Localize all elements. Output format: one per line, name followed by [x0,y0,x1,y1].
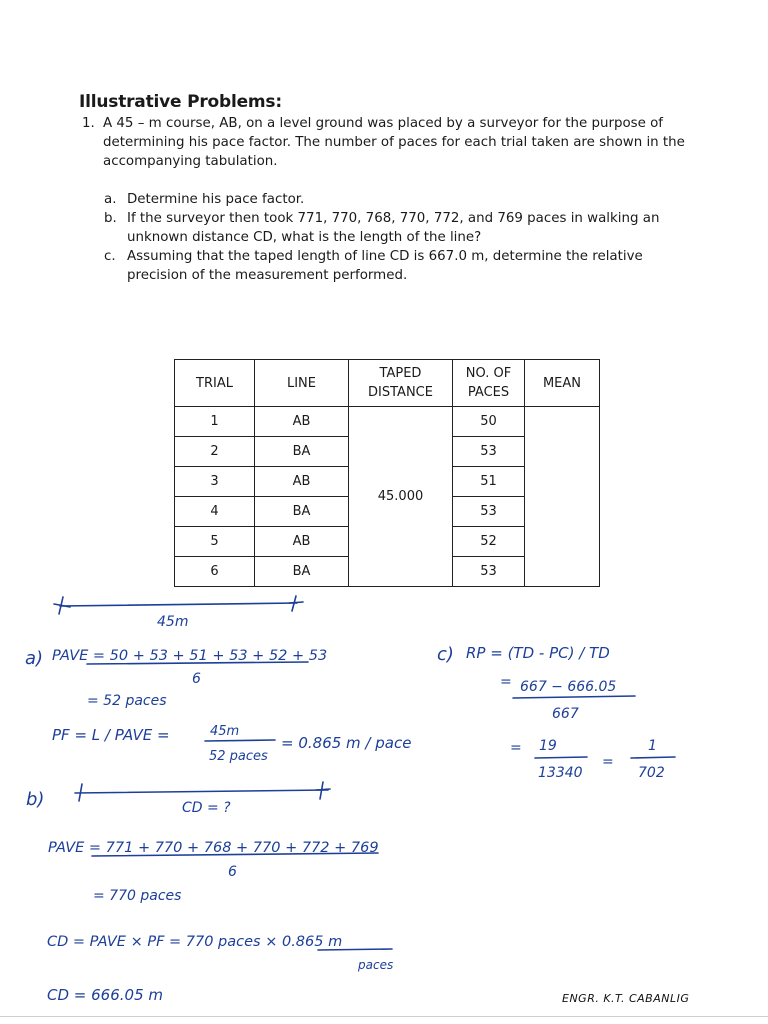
c-frac1-den: 13340 [538,765,583,781]
c-rp-expr: RP = (TD - PC) / TD [466,644,610,662]
a-label: a) [25,648,44,669]
page-heading: Illustrative Problems: [79,92,282,112]
cell-paces: 51 [453,467,525,497]
header-no-of-paces: NO. OF PACES [453,360,525,407]
cell-paces: 53 [453,497,525,527]
b-cd-label: CD = ? [182,800,231,816]
cell-paces: 53 [453,437,525,467]
problem-number: 1. [82,116,95,131]
header-trial: TRIAL [175,360,255,407]
b-pave-expr: PAVE = 771 + 770 + 768 + 770 + 772 + 769 [48,840,379,856]
subquestion-letter: b. [104,211,117,226]
c-label: c) [437,644,454,665]
b-label: b) [26,789,45,810]
problem-text: A 45 – m course, AB, on a level ground was placed by a surveyor for the purpose of determining his pace factor. The number of paces for each trial taken are shown in the accompanying tabulation. [103,116,685,169]
cell-paces: 50 [453,407,525,437]
cell-trial: 5 [175,527,255,557]
cd-line [75,790,328,793]
cell-trial: 6 [175,557,255,587]
c-frac2-num: 1 [648,738,657,754]
c-frac1-num: 19 [539,738,557,754]
cell-paces: 52 [453,527,525,557]
cell-trial: 4 [175,497,255,527]
header-line: LINE [255,360,349,407]
c-equals-1: = [500,674,512,690]
cell-taped-distance: 45.000 [349,407,453,587]
cell-line: BA [255,497,349,527]
c-frac2-den: 702 [638,765,665,781]
c-frac1-bar [535,757,587,758]
cell-line: AB [255,407,349,437]
cell-trial: 2 [175,437,255,467]
cell-paces: 53 [453,557,525,587]
a-pave-result: = 52 paces [87,693,167,709]
subquestion-text: Assuming that the taped length of line CD is 667.0 m, determine the relative precision of the measurement performed. [127,249,643,283]
subquestion-letter: a. [104,192,117,207]
subquestion-letter: c. [104,249,116,264]
header-taped-distance: TAPED DISTANCE [349,360,453,407]
a-pf-lhs: PF = L / PAVE = [52,726,170,744]
a-pave-den: 6 [192,671,201,687]
course-label: 45m [157,614,189,630]
a-pf-fraction-bar [205,740,275,741]
cell-trial: 1 [175,407,255,437]
cell-trial: 3 [175,467,255,497]
b-cd-den: paces [358,958,394,972]
c-equals-2: = [510,740,522,756]
b-cd-expr: CD = PAVE × PF = 770 paces × 0.865 m [47,934,343,950]
a-pf-den: 52 paces [209,749,268,764]
page-bottom-rule [0,1016,768,1017]
cell-line: BA [255,557,349,587]
c-equals-3: = [602,754,614,770]
header-mean: MEAN [525,360,600,407]
subquestion-text: Determine his pace factor. [127,192,305,207]
c-num: 667 − 666.05 [520,679,617,695]
c-fraction-bar [513,696,635,698]
c-frac2-bar [631,757,675,758]
cell-line: AB [255,467,349,497]
b-cd-result: CD = 666.05 m [47,986,163,1004]
b-pave-den: 6 [228,864,237,880]
author-signature: ENGR. K.T. CABANLIG [562,992,690,1005]
c-den: 667 [552,706,579,722]
cell-line: AB [255,527,349,557]
subquestion-text: If the surveyor then took 771, 770, 768, 770, 772, and 769 paces in walking an unknown distance CD, what is the length of the line? [127,211,660,245]
cell-line: BA [255,437,349,467]
b-pave-result: = 770 paces [93,888,182,904]
a-pf-num: 45m [210,724,240,739]
course-line [60,603,297,606]
a-pf-result: = 0.865 m / pace [281,734,412,752]
a-pave-expr: PAVE = 50 + 53 + 51 + 53 + 52 + 53 [52,648,328,664]
